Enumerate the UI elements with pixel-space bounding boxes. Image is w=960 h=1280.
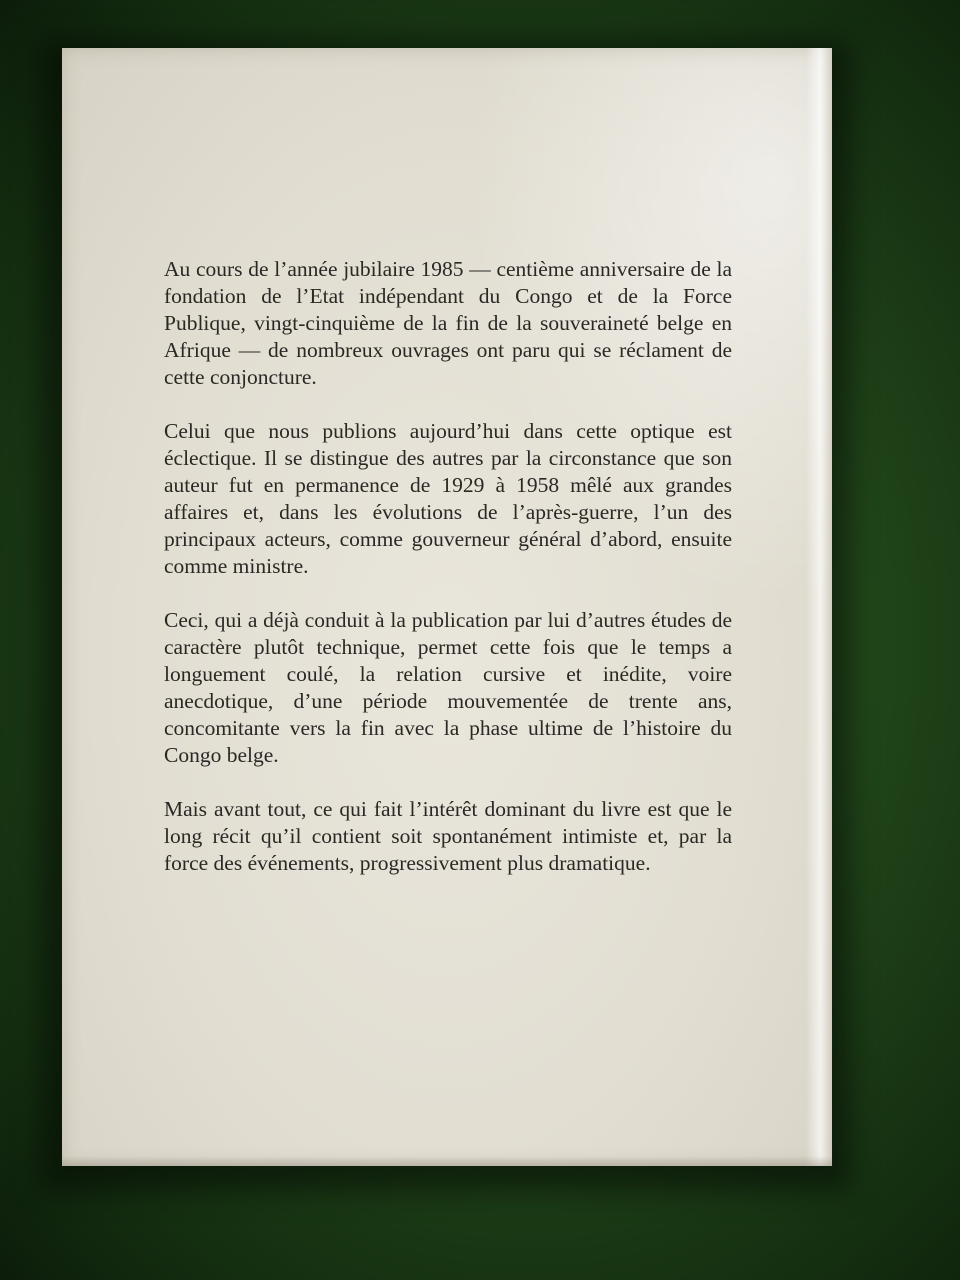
blurb-text (164, 256, 732, 904)
spine-edge-wear (806, 48, 832, 1166)
blurb-paragraph-3: Ceci, qui a déjà conduit à la publication par lui d’autres études de caractère plutôt technique, permet cette fois que le temps a longuement coulé, la relation cursive et inédite, voire anecdotique, d’une période mouvementée de trente ans, concomitante vers la fin avec la phase ultime de l’histoire du Congo belge. (164, 608, 732, 767)
blurb-paragraph-1: Au cours de l’année jubilaire 1985 — centième anniversaire de la fondation de l’Etat indépendant du Congo et de la Force Publique, vingt-cinquième de la fin de la souveraineté belge en Afrique — de nombreux ouvrages ont paru qui se réclament de cette conjoncture. (164, 257, 732, 389)
blurb-paragraph-2: Celui que nous publions aujourd’hui dans cette optique est éclectique. Il se distingue des autres par la circonstance que son auteur fut en permanence de 1929 à 1958 mêlé aux grandes affaires et, dans les évolutions de l’après-guerre, l’un des principaux acteurs, comme gouverneur général d’abord, ensuite comme ministre. (164, 419, 732, 578)
bottom-edge (62, 1156, 832, 1166)
blurb-paragraph-4: Mais avant tout, ce qui fait l’intérêt dominant du livre est que le long récit qu’il contient soit spontanément intimiste et, par la force des événements, progressivement plus dramatique. (164, 797, 732, 875)
book-back-cover (62, 48, 832, 1166)
